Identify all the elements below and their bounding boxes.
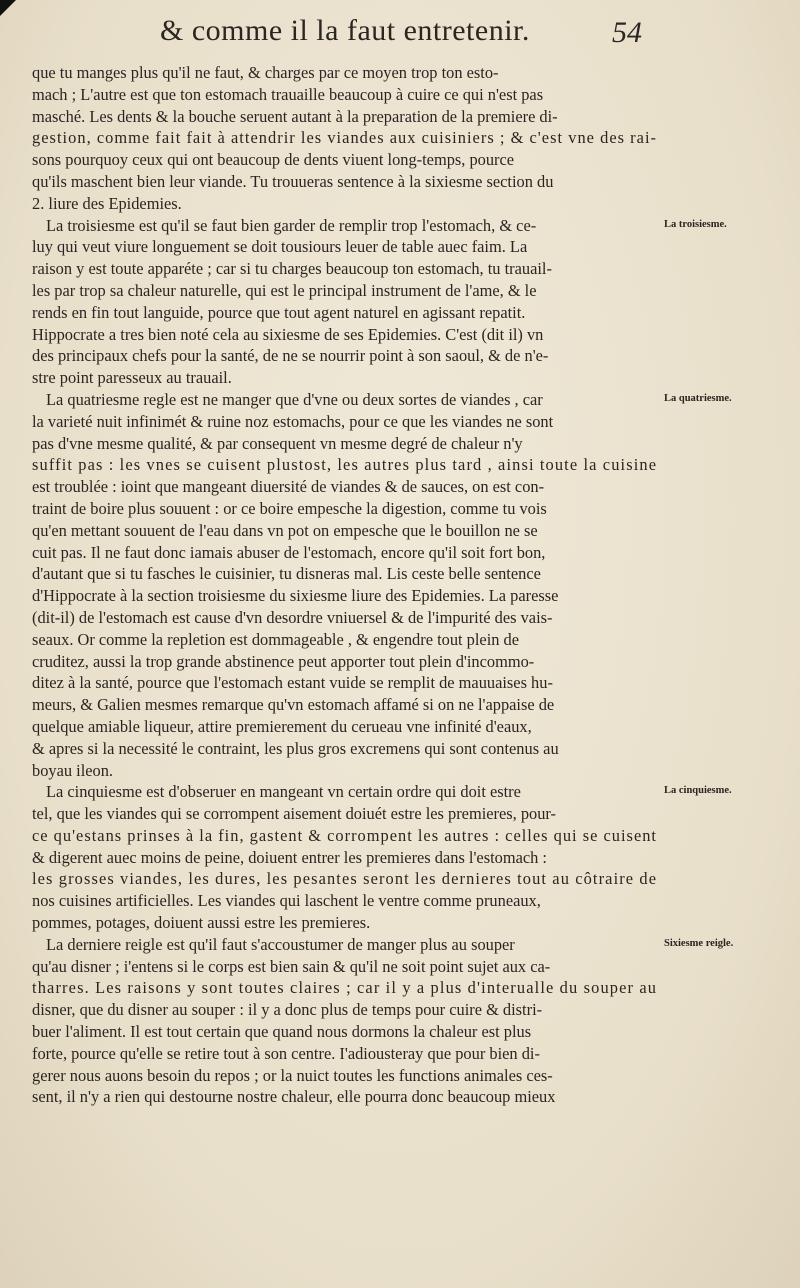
- marginal-note: Sixiesme reigle.: [664, 938, 734, 949]
- text-line: forte, pource qu'elle se retire tout à son centre. I'adiousteray que pour bien di-: [32, 1043, 540, 1063]
- text-line: sons pourquoy ceux qui ont beaucoup de dents viuent long-temps, pource: [32, 150, 515, 170]
- marginal-note: La cinquiesme.: [664, 785, 732, 797]
- body-text: [32, 62, 656, 1108]
- text-line: cuit pas. Il ne faut donc iamais abuser de l'estomach, encore qu'il soit fort bon,: [32, 542, 546, 562]
- running-header: [0, 14, 800, 54]
- text-line: traint de boire plus souuent : or ce boire empesche la digestion, comme tu vois: [32, 498, 547, 518]
- text-line: nos cuisines artificielles. Les viandes qui laschent le ventre comme pruneaux,: [32, 891, 541, 911]
- text-line: & apres si la necessité le contraint, les plus gros excremens qui sont contenus au: [32, 738, 559, 758]
- text-line: ce qu'estans prinses à la fin, gastent & corrompent les autres : celles qui se cuisent: [32, 825, 657, 845]
- text-line: pommes, potages, doiuent aussi estre les premieres.: [32, 913, 371, 933]
- text-line: 2. liure des Epidemies.: [32, 193, 182, 213]
- text-line: La derniere reigle est qu'il faut s'accoustumer de manger plus au souper: [46, 934, 515, 954]
- text-line: les grosses viandes, les dures, les pesantes seront les dernieres tout au côtraire de: [32, 869, 658, 889]
- text-line: d'autant que si tu fasches le cuisinier, tu disneras mal. Lis ceste belle sentence: [32, 564, 541, 584]
- text-line: La cinquiesme est d'obseruer en mangeant vn certain ordre qui doit estre: [46, 782, 521, 802]
- text-line: gerer nous auons besoin du repos ; or la nuict toutes les functions animales ces-: [32, 1065, 553, 1085]
- text-line: les par trop sa chaleur naturelle, qui est le principal instrument de l'ame, & le: [32, 280, 537, 300]
- text-line: raison y est toute apparéte ; car si tu charges beaucoup ton estomach, tu trauail-: [32, 259, 552, 279]
- text-line: disner, que du disner au souper : il y a donc plus de temps pour cuire & distri-: [32, 1000, 543, 1020]
- text-line: gestion, comme fait fait à attendrir les viandes aux cuisiniers ; & c'est vne des rai-: [32, 128, 658, 148]
- text-line: luy qui veut viure longuement se doit tousiours leuer de table auec faim. La: [32, 237, 528, 257]
- text-line: stre point paresseux au trauail.: [32, 368, 232, 388]
- text-line: d'Hippocrate à la section troisiesme du sixiesme liure des Epidemies. La paresse: [32, 586, 559, 606]
- text-line: que tu manges plus qu'il ne faut, & charges par ce moyen trop ton esto-: [32, 63, 499, 82]
- text-line: cruditez, aussi la trop grande abstinence peut apporter tout plein d'incommo-: [32, 651, 535, 671]
- text-line: La troisiesme est qu'il se faut bien garder de remplir trop l'estomach, & ce-: [46, 215, 537, 235]
- text-line: pas d'vne mesme qualité, & par consequent vn mesme degré de chaleur n'y: [32, 433, 523, 453]
- page-number: 54: [612, 16, 642, 49]
- text-line: rends en fin tout languide, pource que tout agent naturel en agissant repatit.: [32, 302, 526, 322]
- text-line: mach ; L'autre est que ton estomach trauaille beaucoup à cuire ce qui n'est pas: [32, 84, 544, 104]
- text-line: Hippocrate a tres bien noté cela au sixiesme de ses Epidemies. C'est (dit il) vn: [32, 324, 544, 344]
- text-line: sent, il n'y a rien qui destourne nostre chaleur, elle pourra donc beaucoup mieux: [32, 1087, 556, 1107]
- text-line: seaux. Or comme la repletion est dommageable , & engendre tout plein de: [32, 629, 520, 649]
- text-line: tharres. Les raisons y sont toutes claires ; car il y a plus d'interualle du souper au: [32, 978, 658, 998]
- text-line: boyau ileon.: [32, 760, 114, 780]
- text-line: est troublée : ioint que mangeant diuersité de viandes & de sauces, on est con-: [32, 477, 545, 497]
- text-line: & digerent auec moins de peine, doiuent entrer les premieres dans l'estomach :: [32, 847, 547, 867]
- marginal-note: La quatriesme.: [664, 393, 732, 404]
- marginal-note: La troisiesme.: [664, 218, 727, 230]
- text-line: (dit-il) de l'estomach est cause d'vn desordre vniuersel & de l'impurité des vais-: [32, 607, 553, 627]
- text-line: masché. Les dents & la bouche seruent autant à la preparation de la premiere di-: [32, 106, 558, 126]
- text-line: qu'au disner ; i'entens si le corps est bien sain & qu'il ne soit point sujet aux ca-: [32, 956, 551, 976]
- text-line: qu'en mettant souuent de l'eau dans vn pot on empesche que le bouillon ne se: [32, 520, 538, 540]
- text-line: quelque amiable liqueur, attire premierement du cerueau vne infinité d'eaux,: [32, 716, 532, 736]
- text-line: des principaux chefs pour la santé, de ne se nourrir point à son saoul, & de n'e-: [32, 346, 549, 366]
- text-line: ditez à la santé, pource que l'estomach estant vuide se remplit de mauuaises hu-: [32, 673, 553, 693]
- running-title: & comme il la faut entretenir.: [160, 14, 530, 47]
- text-line: la varieté nuit infinimét & ruine noz estomachs, pour ce que les viandes ne sont: [32, 411, 554, 431]
- text-line: qu'ils maschent bien leur viande. Tu trouueras sentence à la sixiesme section du: [32, 171, 554, 191]
- text-line: tel, que les viandes qui se corrompent aisement doiuét estre les premieres, pour-: [32, 804, 557, 824]
- text-line: La quatriesme regle est ne manger que d'vne ou deux sortes de viandes , car: [46, 389, 543, 409]
- text-line: buer l'aliment. Il est tout certain que quand nous dormons la chaleur est plus: [32, 1022, 532, 1042]
- text-line: meurs, & Galien mesmes remarque qu'vn estomach affamé si on ne l'appaise de: [32, 695, 555, 715]
- text-line: suffit pas : les vnes se cuisent plustost, les autres plus tard , ainsi toute la cuisine: [32, 455, 658, 475]
